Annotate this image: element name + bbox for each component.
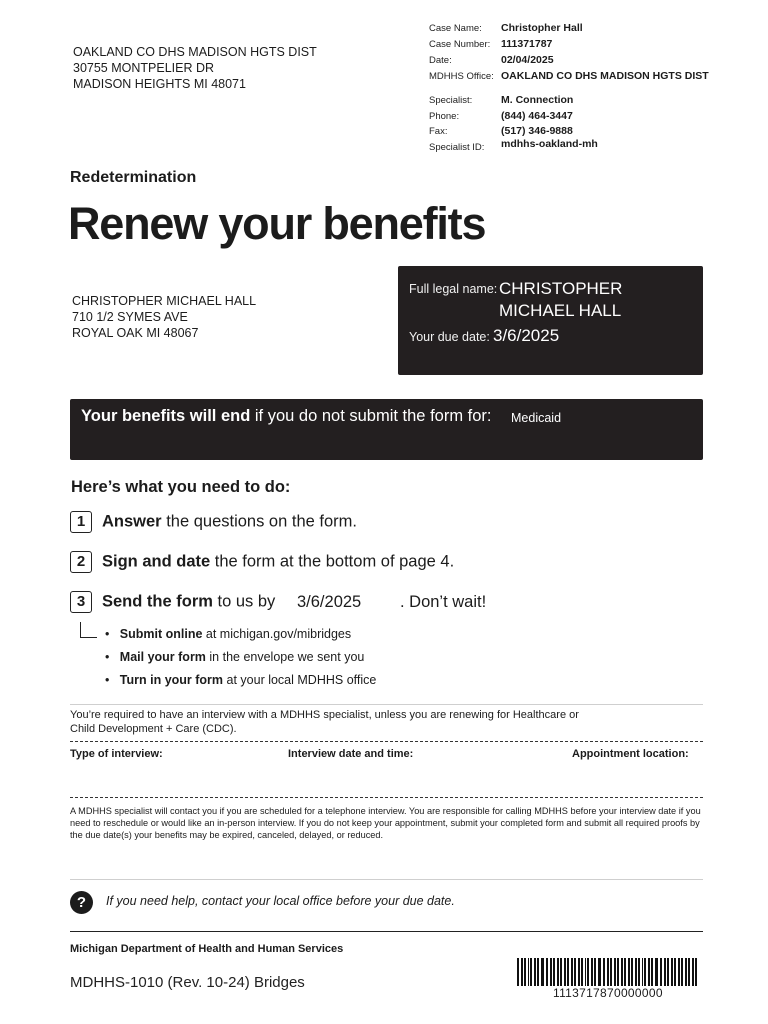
benefits-end-text [81,407,492,426]
specialist-id-value: mdhhs-oakland-mh [501,138,598,150]
step-2-number: 2 [70,551,92,573]
case-name-value: Christopher Hall [501,22,583,34]
phone-label: Phone: [429,111,460,122]
step-1-rest: the questions on the form. [161,512,357,531]
eyebrow-label: Redetermination [70,169,197,186]
benefits-end-bold: Your benefits will end [81,407,251,425]
bullet-submit-online: • Submit online at michigan.gov/mibridges [105,627,352,641]
bullet-1-bold: Submit online [119,627,203,641]
specialist-id-row [429,138,598,153]
case-number-value: 111371787 [501,38,553,50]
due-date-value: 3/6/2025 [493,326,560,345]
office-address-line3: MADISON HEIGHTS MI 48071 [73,77,246,91]
full-name-label: Full legal name: [409,282,498,296]
case-name-row [429,22,583,34]
date-label: Date: [429,55,452,66]
specialist-label: Specialist: [429,95,473,106]
department-name: Michigan Department of Health and Human Services [70,943,344,955]
fax-label: Fax: [429,126,448,137]
step-3-due-date: 3/6/2025 [297,593,362,611]
interview-note-line2: Child Development + Care (CDC). [70,723,237,735]
bullet-mail-form: • Mail your form in the envelope we sent you [105,650,365,664]
step-3-tail: . Don’t wait! [400,593,487,611]
specialist-contact-note: A MDHHS specialist will contact you if you are scheduled for a telephone interview. You are responsible for calling MDHHS before your interview date if you need to reschedule or would like an in-person interview. If you do not keep your appointment, submit your completed form and submit all required proofs by the due date(s) your benefits may be expired, canceled, delayed, or reduced. [70,806,701,840]
bullet-1-rest: at michigan.gov/mibridges [202,627,352,641]
step-1 [70,511,357,533]
bullet-3-bold: Turn in your form [119,673,224,687]
office-address-line1: OAKLAND CO DHS MADISON HGTS DIST [73,45,317,59]
phone-value: (844) 464-3447 [501,110,573,122]
office-label: MDHHS Office: [429,71,494,82]
step-2 [70,551,454,573]
step-2-rest: the form at the bottom of page 4. [210,552,455,571]
case-number-row [429,38,552,50]
full-name-line2: MICHAEL HALL [499,301,622,320]
fax-row [429,125,573,137]
interview-note [70,708,630,736]
due-date-label: Your due date: [409,330,490,344]
date-value: 02/04/2025 [501,54,554,66]
office-row [429,70,709,82]
recipient-address [72,293,256,341]
footer-divider [70,931,703,932]
specialist-row [429,94,573,106]
recipient-line2: 710 1/2 SYMES AVE [72,310,188,324]
step-3-bold: Send the form [102,592,213,611]
divider [70,704,703,705]
form-number: MDHHS-1010 (Rev. 10-24) Bridges [70,974,305,991]
case-number-label: Case Number: [429,39,491,50]
step-1-bold: Answer [102,512,162,531]
barcode-image [517,958,697,986]
interview-date-header: Interview date and time: [288,748,414,760]
page-title: Renew your benefits [68,198,486,249]
dashed-divider-top [70,741,703,742]
step-3-number: 3 [70,591,92,613]
name-due-box [398,266,703,375]
appointment-location-header: Appointment location: [572,748,689,760]
help-text: If you need help, contact your local office before your due date. [106,894,455,908]
benefits-end-rest: if you do not submit the form for: [250,407,492,425]
date-row [429,54,554,66]
barcode-number: 1113717870000000 [553,986,663,1000]
bullet-2-bold: Mail your form [119,650,206,664]
fax-value: (517) 346-9888 [501,125,573,137]
recipient-line1: CHRISTOPHER MICHAEL HALL [72,294,257,308]
step-3 [70,591,275,613]
office-address [73,44,317,92]
program-name: Medicaid [511,411,562,425]
bullet-2-rest: in the envelope we sent you [205,650,365,664]
case-name-label: Case Name: [429,23,482,34]
step-1-number: 1 [70,511,92,533]
step-3-rest: to us by [212,592,276,611]
full-name-line1: CHRISTOPHER [499,279,623,298]
divider [70,879,703,880]
office-value: OAKLAND CO DHS MADISON HGTS DIST [501,70,709,82]
recipient-line3: ROYAL OAK MI 48067 [72,326,199,340]
specialist-value: M. Connection [501,94,574,106]
benefits-end-box [70,399,703,460]
question-circle-icon: ? [70,891,93,914]
step-2-bold: Sign and date [102,552,211,571]
specialist-id-label: Specialist ID: [429,142,485,153]
step-connector-line [80,622,97,638]
interview-type-header: Type of interview: [70,748,163,760]
dashed-divider-bottom [70,797,703,798]
bullet-3-rest: at your local MDHHS office [223,673,377,687]
bullet-turn-in: • Turn in your form at your local MDHHS office [105,673,377,687]
todo-heading: Here’s what you need to do: [71,478,291,496]
interview-note-line1: You’re required to have an interview with a MDHHS specialist, unless you are renewing for Healthcare or [70,709,579,721]
phone-row [429,110,573,122]
office-address-line2: 30755 MONTPELIER DR [73,61,215,75]
